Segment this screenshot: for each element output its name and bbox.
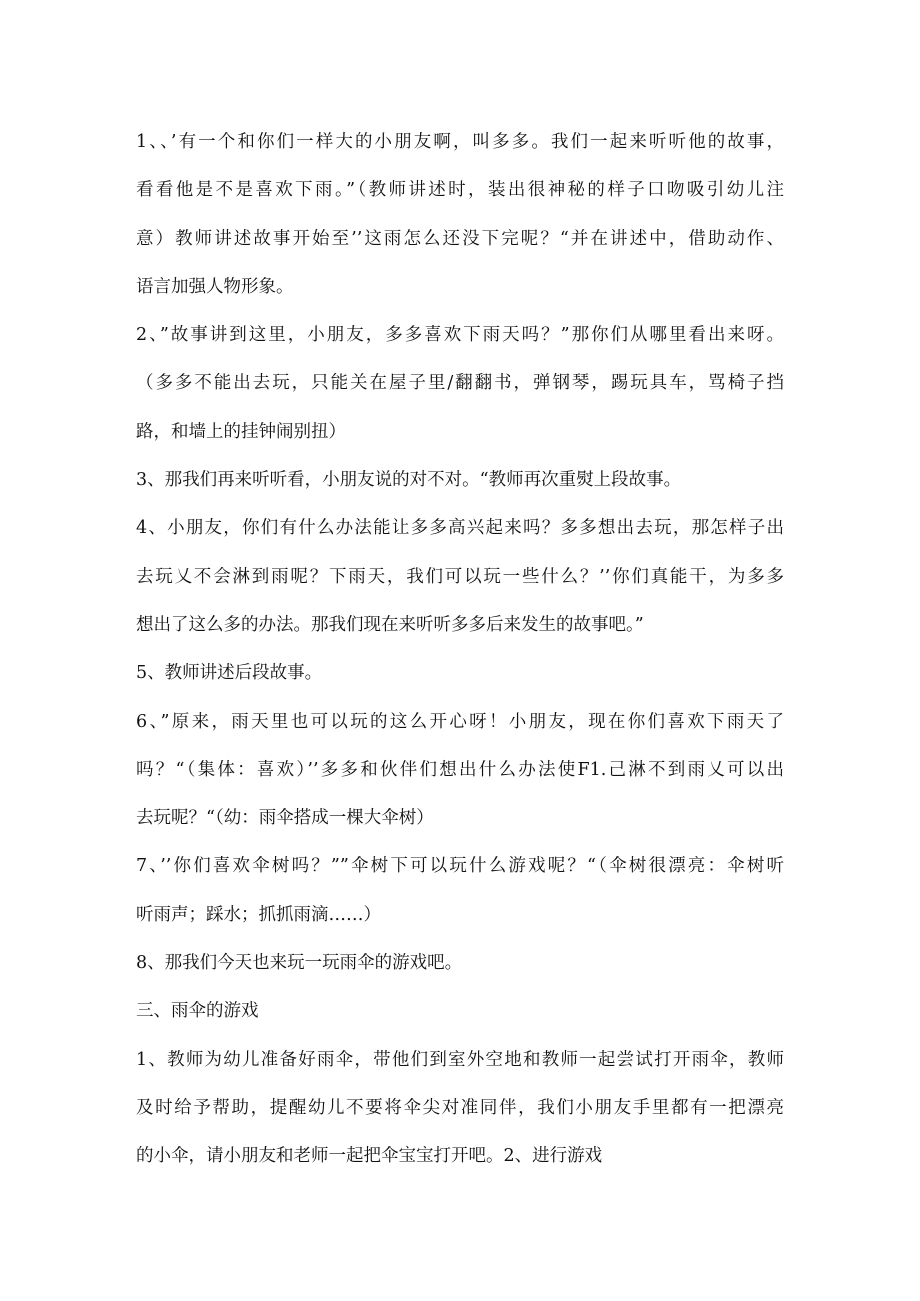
text-line: 路，和墙上的挂钟闹别扭） bbox=[136, 421, 346, 442]
text-line: 2、”故事讲到这里，小朋友，多多喜欢下雨天吗？”那你们从哪里看出来呀。 bbox=[136, 325, 784, 346]
text-line: 1、教师为幼儿准备好雨伞，带他们到室外空地和教师一起尝试打开雨伞，教师 bbox=[136, 1049, 784, 1070]
text-line: 听雨声；踩水；抓抓雨滴……） bbox=[136, 904, 381, 925]
text-line: 7、’’你们喜欢伞树吗？””伞树下可以玩什么游戏呢？“（伞树很漂亮：伞树听 bbox=[136, 856, 784, 877]
text-line: 语言加强人物形象。 bbox=[136, 276, 294, 297]
text-line: 想出了这么多的办法。那我们现在来听听多多后来发生的故事吧。” bbox=[136, 614, 644, 635]
text-line: （多多不能出去玩，只能关在屋子里/翻翻书，弹钢琴，踢玩具车，骂椅子挡 bbox=[136, 373, 784, 394]
text-line: 6、”原来，雨天里也可以玩的这么开心呀！小朋友，现在你们喜欢下雨天了 bbox=[136, 711, 784, 732]
text-line: 4、小朋友，你们有什么办法能让多多高兴起来吗？多多想出去玩，那怎样子出 bbox=[136, 518, 784, 539]
document-body bbox=[136, 118, 784, 1181]
text-line: 5、教师讲述后段故事。 bbox=[136, 663, 323, 684]
text-line: 吗？“（集体：喜欢）’’多多和伙伴们想出什么办法使F1.己淋不到雨乂可以出 bbox=[136, 759, 784, 780]
text-line: 去玩乂不会淋到雨呢？下雨天，我们可以玩一些什么？’’你们真能干，为多多 bbox=[136, 566, 784, 587]
text-line: 8、那我们今天也来玩一玩雨伞的游戏吧。 bbox=[136, 953, 463, 974]
text-line: 的小伞，请小朋友和老师一起把伞宝宝打开吧。2、进行游戏 bbox=[136, 1146, 603, 1167]
text-line: 1、、’有一个和你们一样大的小朋友啊，叫多多。我们一起来听听他的故事， bbox=[136, 132, 784, 152]
section-heading: 三、雨伞的游戏 bbox=[136, 1001, 259, 1022]
text-line: 看看他是不是喜欢下雨。”（教师讲述时，装出很神秘的样子口吻吸引幼儿注 bbox=[136, 180, 784, 201]
text-line: 3、那我们再来听听看，小朋友说的对不对。“教师再次重熨上段故事。 bbox=[136, 470, 682, 491]
text-line: 意）教师讲述故事开始至’’这雨怎么还没下完呢？“并在讲述中，借助动作、 bbox=[136, 228, 784, 249]
text-line: 去玩呢？“（幼：雨伞搭成一棵大伞树） bbox=[136, 808, 434, 829]
text-line: 及时给予帮助，提醒幼儿不要将伞尖对准同伴，我们小朋友手里都有一把漂亮 bbox=[136, 1097, 784, 1118]
